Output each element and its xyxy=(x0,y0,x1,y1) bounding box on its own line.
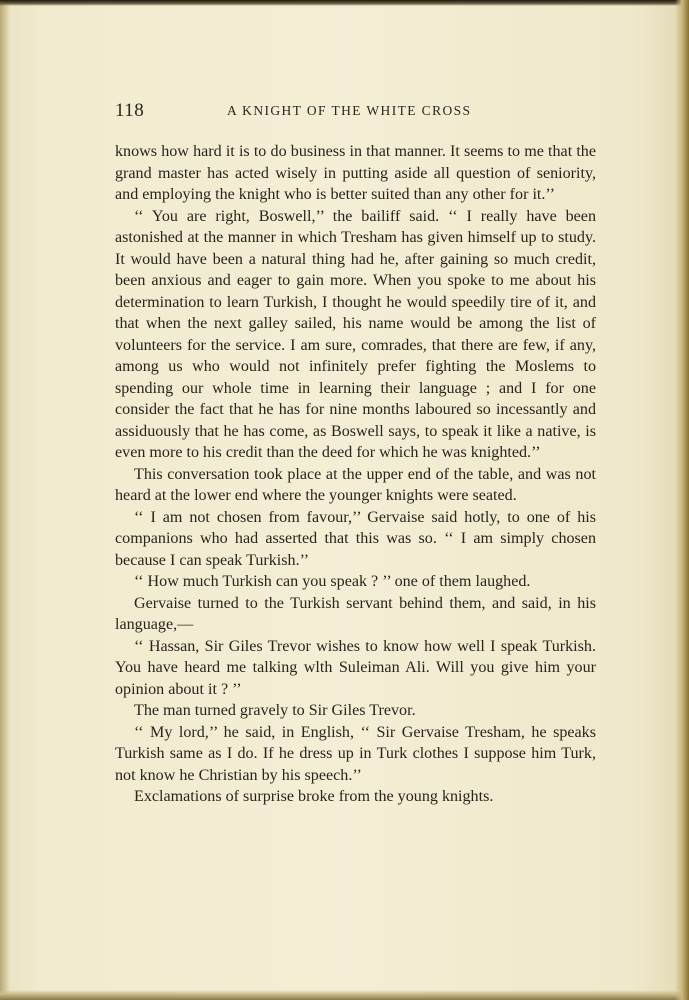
paragraph: ‘‘ You are right, Boswell,’’ the bailiff said. ‘‘ I really have been astonished at the manner in which Tresham has given himself up to study. It would have been a natural thing had he, after gaining so much credit, been anxious and eager to gain more. When you spoke to me about his determination to learn Turkish, I thought he would speedily tire of it, and that when the next galley sailed, his name would be among the list of volunteers for the service. I am sure, comrades, that there are few, if any, among us who would not infinitely prefer fighting the Moslems to spending our whole time in learning their language ; and I for one consider the fact that he has for nine months laboured so incessantly and assiduously that he has come, as Boswell says, to speak it like a native, is even more to his credit than the deed for which he was knighted.’’ xyxy=(115,207,596,461)
page-header xyxy=(115,100,595,124)
paragraph: Exclamations of surprise broke from the young knights. xyxy=(134,788,494,805)
page-top-edge xyxy=(0,0,689,6)
paragraph: ‘‘ How much Turkish can you speak ? ’’ one of them laughed. xyxy=(134,573,531,590)
paragraph: ‘‘ My lord,’’ he said, in English, ‘‘ Sir Gervaise Tresham, he speaks Turkish same as I do. If he dress up in Turk clothes I suppose him Turk, not know he Christian by his speech.’’ xyxy=(115,723,596,784)
paragraph: Gervaise turned to the Turkish servant behind them, and said, in his language,— xyxy=(115,594,596,633)
paragraph: knows how hard it is to do business in that manner. It seems to me that the grand master has acted wisely in putting aside all question of seniority, and employing the knight who is better suited than any other for it.’’ xyxy=(115,143,596,203)
page-bottom-edge xyxy=(0,990,689,1000)
running-title: A KNIGHT OF THE WHITE CROSS xyxy=(227,103,472,118)
paragraph: ‘‘ Hassan, Sir Giles Trevor wishes to know how well I speak Turkish. You have heard me talking wlth Suleiman Ali. Will you give him your opinion about it ? ’’ xyxy=(115,637,596,698)
page-body xyxy=(115,141,596,808)
page-number: 118 xyxy=(115,100,145,121)
paragraph: The man turned gravely to Sir Giles Trevor. xyxy=(134,702,416,719)
paragraph: This conversation took place at the upper end of the table, and was not heard at the lower end where the younger knights were seated. xyxy=(115,465,596,504)
paragraph: ‘‘ I am not chosen from favour,’’ Gervaise said hotly, to one of his companions who had asserted that this was so. ‘‘ I am simply chosen because I can speak Turkish.’’ xyxy=(115,508,596,569)
